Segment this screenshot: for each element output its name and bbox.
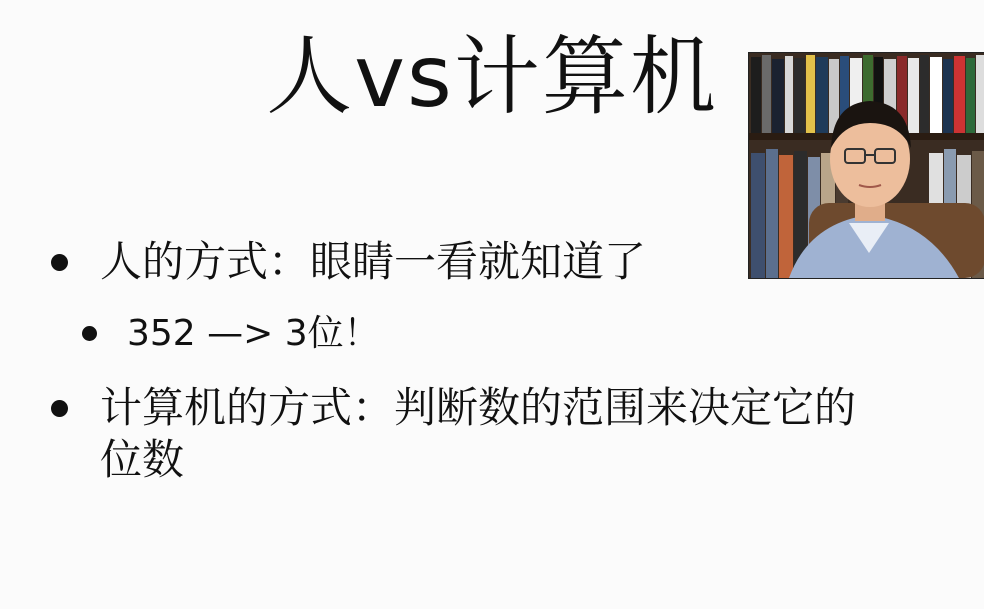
bullet-dot-icon (51, 254, 68, 271)
bullet-dot-icon (82, 326, 97, 341)
presenter-video-icon (749, 53, 984, 278)
bullet-text-line2: 位数 (100, 435, 185, 484)
bullet-text: 352 —> 3位！ (127, 313, 380, 354)
bullet-text-line1: 计算机的方式：判断数的范围来决定它的 (100, 383, 857, 432)
bullet-dot-icon (51, 400, 68, 417)
bullet-text: 人的方式：眼睛一看就知道了 (100, 237, 647, 286)
webcam-overlay (748, 52, 984, 279)
slide-title: 人vs计算机 (266, 27, 718, 127)
